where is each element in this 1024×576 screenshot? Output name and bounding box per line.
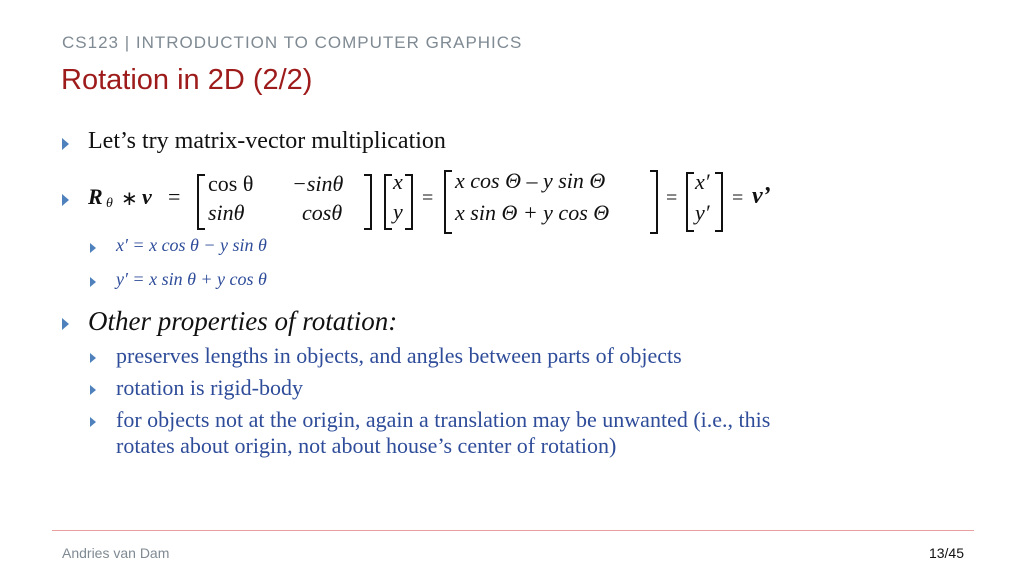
sub-bullet-icon	[90, 353, 96, 363]
sub-bullet-translation-line1: for objects not at the origin, again a translation may be unwanted (i.e., this	[116, 407, 771, 432]
vector-left-bracket	[384, 174, 392, 230]
eq-v: v	[142, 184, 152, 209]
sub-bullet-icon	[90, 385, 96, 395]
matrix-m11: cos θ	[208, 171, 254, 196]
vector-y: y	[393, 199, 403, 224]
vector-x: x	[393, 169, 403, 194]
course-header: CS123 | INTRODUCTION TO COMPUTER GRAPHICS	[62, 33, 523, 52]
result-right-bracket	[650, 170, 658, 234]
result-row1: x cos Θ – y sin Θ	[455, 168, 606, 193]
sub-bullet-icon	[90, 277, 96, 287]
sub-bullet-translation-line2: rotates about origin, not about house’s center of rotation)	[116, 433, 617, 458]
sub-bullet-xprime: x′ = x cos θ − y sin θ	[116, 235, 267, 255]
sub-bullet-rigid-body: rotation is rigid-body	[116, 375, 303, 400]
eq-equals-4: =	[732, 187, 744, 209]
result-row2: x sin Θ + y cos Θ	[455, 200, 610, 225]
matrix-m21: sinθ	[208, 200, 245, 225]
eq-R: R	[88, 184, 103, 209]
footer-divider	[52, 530, 974, 531]
bullet-icon	[62, 138, 69, 150]
slide-title: Rotation in 2D (2/2)	[61, 64, 313, 96]
prime-left-bracket	[686, 172, 694, 232]
sub-bullet-icon	[90, 417, 96, 427]
bullet-text-matrix-vector: Let’s try matrix-vector multiplication	[88, 128, 446, 154]
eq-equals-3: =	[666, 187, 678, 209]
prime-right-bracket	[715, 172, 723, 232]
matrix-left-bracket	[197, 174, 205, 230]
bullet-icon	[62, 318, 69, 330]
prime-y: y′	[695, 200, 710, 225]
bullet-icon	[62, 194, 69, 206]
eq-equals-2: =	[422, 187, 434, 209]
sub-bullet-icon	[90, 243, 96, 253]
eq-star: ∗	[121, 188, 138, 210]
page-number: 13/45	[928, 545, 964, 561]
result-left-bracket	[444, 170, 452, 234]
footer-author: Andries van Dam	[62, 545, 170, 561]
eq-equals: =	[168, 184, 181, 209]
vector-right-bracket	[405, 174, 413, 230]
prime-x: x′	[695, 169, 710, 194]
matrix-right-bracket	[364, 174, 372, 230]
matrix-m12: −sinθ	[292, 171, 344, 196]
sub-bullet-preserves: preserves lengths in objects, and angles between parts of objects	[116, 343, 682, 368]
sub-bullet-yprime: y′ = x sin θ + y cos θ	[116, 269, 267, 289]
eq-R-subscript: θ	[106, 196, 113, 211]
matrix-m22: cosθ	[302, 200, 343, 225]
bullet-text-other-properties: Other properties of rotation:	[88, 306, 398, 336]
eq-v-prime: v’	[752, 183, 771, 209]
